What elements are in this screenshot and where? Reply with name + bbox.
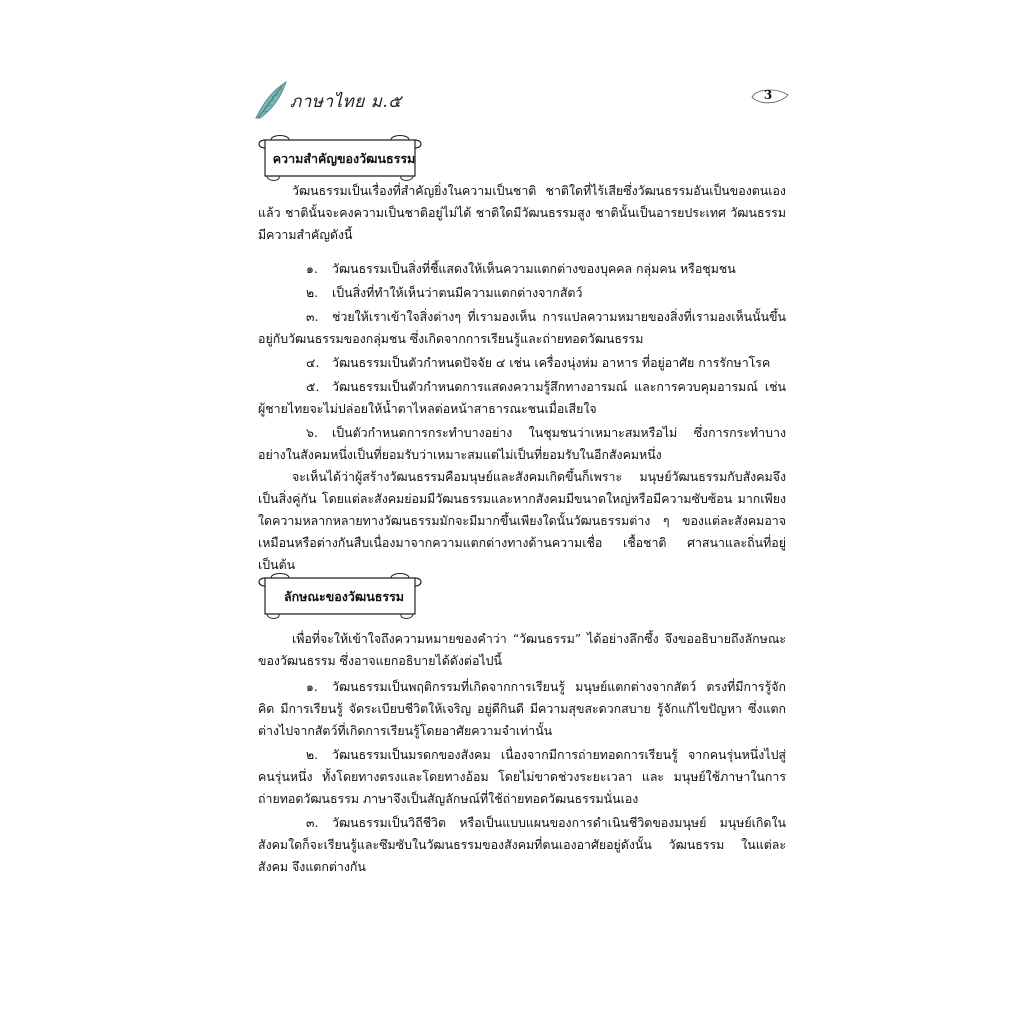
list-number: ๒. [306, 747, 319, 762]
list-text: เป็นสิ่งที่ทำให้เห็นว่าตนมีความแตกต่างจากสัตว์ [332, 285, 583, 300]
section1-intro: วัฒนธรรมเป็นเรื่องที่สำคัญยิ่งในความเป็นชาติ ชาติใดที่ไร้เสียซึ่งวัฒนธรรมอันเป็นของตนเองแล้ว ชาตินั้นจะคงความเป็นชาติอยู่ไม่ได้ ชาติใดมีวัฒนธรรมสูง ชาตินั้นเป็นอารยประเทศ วัฒนธรรมมีความสำคัญดังนี้ [258, 183, 786, 242]
list-number: ๒. [306, 285, 319, 300]
list-text: วัฒนธรรมเป็นตัวกำหนดการแสดงความรู้สึกทางอารมณ์ และการควบคุมอารมณ์ เช่น ผู้ชายไทยจะไม่ปล่อยให้น้ำตาไหลต่อหน้าสาธารณะชนเมื่อเสียใจ [258, 379, 786, 416]
list-number: ๔. [306, 355, 320, 370]
list-text: วัฒนธรรมเป็นมรดกของสังคม เนื่องจากมีการถ่ายทอดการเรียนรู้ จากคนรุ่นหนึ่งไปสู่คนรุ่นหนึ่ง ทั้งโดยทางตรงและโดยทางอ้อม โดยไม่ขาดช่วงระยะเวลา และ มนุษย์ใช้ภาษาในการถ่ายทอดวัฒนธรรม ภาษาจึงเป็นสัญลักษณ์ที่ใช้ถ่ายทอดวัฒนธรรมนั่นเอง [258, 747, 786, 806]
list-item [258, 676, 786, 742]
list-item [258, 258, 786, 280]
book-title: ภาษาไทย ม.๕ [290, 92, 402, 112]
section1-conclusion: จะเห็นได้ว่าผู้สร้างวัฒนธรรมคือมนุษย์และสังคมเกิดขึ้นก็เพราะ มนุษย์วัฒนธรรมกับสังคมจึงเป็นสิ่งคู่กัน โดยแต่ละสังคมย่อมมีวัฒนธรรมและหากสังคมมีขนาดใหญ่หรือมีความซับซ้อน มากเพียงใดความหลากหลายทางวัฒนธรรมมักจะมีมากขึ้นเพียงใดนั้นวัฒนธรรมต่าง ๆ ของแต่ละสังคมอาจเหมือนหรือต่างกันสืบเนื่องมาจากความแตกต่างทางด้านความเชื่อ เชื้อชาติ ศาสนาและถิ่นที่อยู่เป็นต้น [258, 469, 786, 572]
list-number: ๕. [306, 379, 320, 394]
list-item [258, 306, 786, 350]
page-number: 3 [763, 88, 773, 102]
section-heading: ความสำคัญของวัฒนธรรม [272, 151, 416, 166]
section-heading: ลักษณะของวัฒนธรรม [283, 589, 405, 604]
list-item [258, 744, 786, 810]
section2-intro: เพื่อที่จะให้เข้าใจถึงความหมายของคำว่า “วัฒนธรรม” ได้อย่างลึกซึ้ง จึงขออธิบายถึงลักษณะของวัฒนธรรม ซึ่งอาจแยกอธิบายได้ดังต่อไปนี้ [258, 631, 786, 668]
list-item [258, 422, 786, 466]
list-item [258, 282, 786, 304]
list-text: เป็นตัวกำหนดการกระทำบางอย่าง ในชุมชนว่าเหมาะสมหรือไม่ ซึ่งการกระทำบางอย่างในสังคมหนึ่งเป็นที่ยอมรับว่าเหมาะสมแต่ไม่เป็นที่ยอมรับในอีกสังคมหนึ่ง [258, 425, 786, 462]
page-number-badge [750, 84, 790, 110]
list-text: ช่วยให้เราเข้าใจสิ่งต่างๆ ที่เรามองเห็น การแปลความหมายของสิ่งที่เรามองเห็นนั้นขึ้นอยู่กับวัฒนธรรมของกลุ่มชน ซึ่งเกิดจากการเรียนรู้และถ่ายทอดวัฒนธรรม [258, 309, 786, 346]
list-number: ๓. [306, 309, 319, 324]
list-item [258, 352, 786, 374]
list-text: วัฒนธรรมเป็นพฤติกรรมที่เกิดจากการเรียนรู้ มนุษย์แตกต่างจากสัตว์ ตรงที่มีการรู้จักคิด มีการเรียนรู้ จัดระเบียบชีวิตให้เจริญ อยู่ดีกินดี มีความสุขสะดวกสบาย รู้จักแก้ไขปัญหา ซึ่งแตกต่างไปจากสัตว์ที่เกิดการเรียนรู้โดยอาศัยความจำเท่านั้น [258, 679, 786, 738]
list-number: ๖. [306, 425, 318, 440]
section-heading-banner [255, 570, 425, 622]
list-number: ๑. [306, 261, 318, 276]
list-item [258, 376, 786, 420]
list-text: วัฒนธรรมเป็นวิถีชีวิต หรือเป็นแบบแผนของการดำเนินชีวิตของมนุษย์ มนุษย์เกิดใน สังคมใดก็จะเรียนรู้และซึมซับในวัฒนธรรมของสังคมที่ตนเองอาศัยอยู่ดังนั้น วัฒนธรรม ในแต่ละสังคม จึงแตกต่างกัน [258, 815, 786, 874]
list-text: วัฒนธรรมเป็นสิ่งที่ชี้แสดงให้เห็นความแตกต่างของบุคคล กลุ่มคน หรือชุมชน [332, 261, 736, 276]
list-item [258, 812, 786, 878]
page-header [252, 78, 792, 122]
list-text: วัฒนธรรมเป็นตัวกำหนดปัจจัย ๔ เช่น เครื่องนุ่งห่ม อาหาร ที่อยู่อาศัย การรักษาโรค [332, 355, 771, 370]
section-heading-banner [255, 132, 425, 184]
list-number: ๑. [306, 679, 318, 694]
list-number: ๓. [306, 815, 319, 830]
